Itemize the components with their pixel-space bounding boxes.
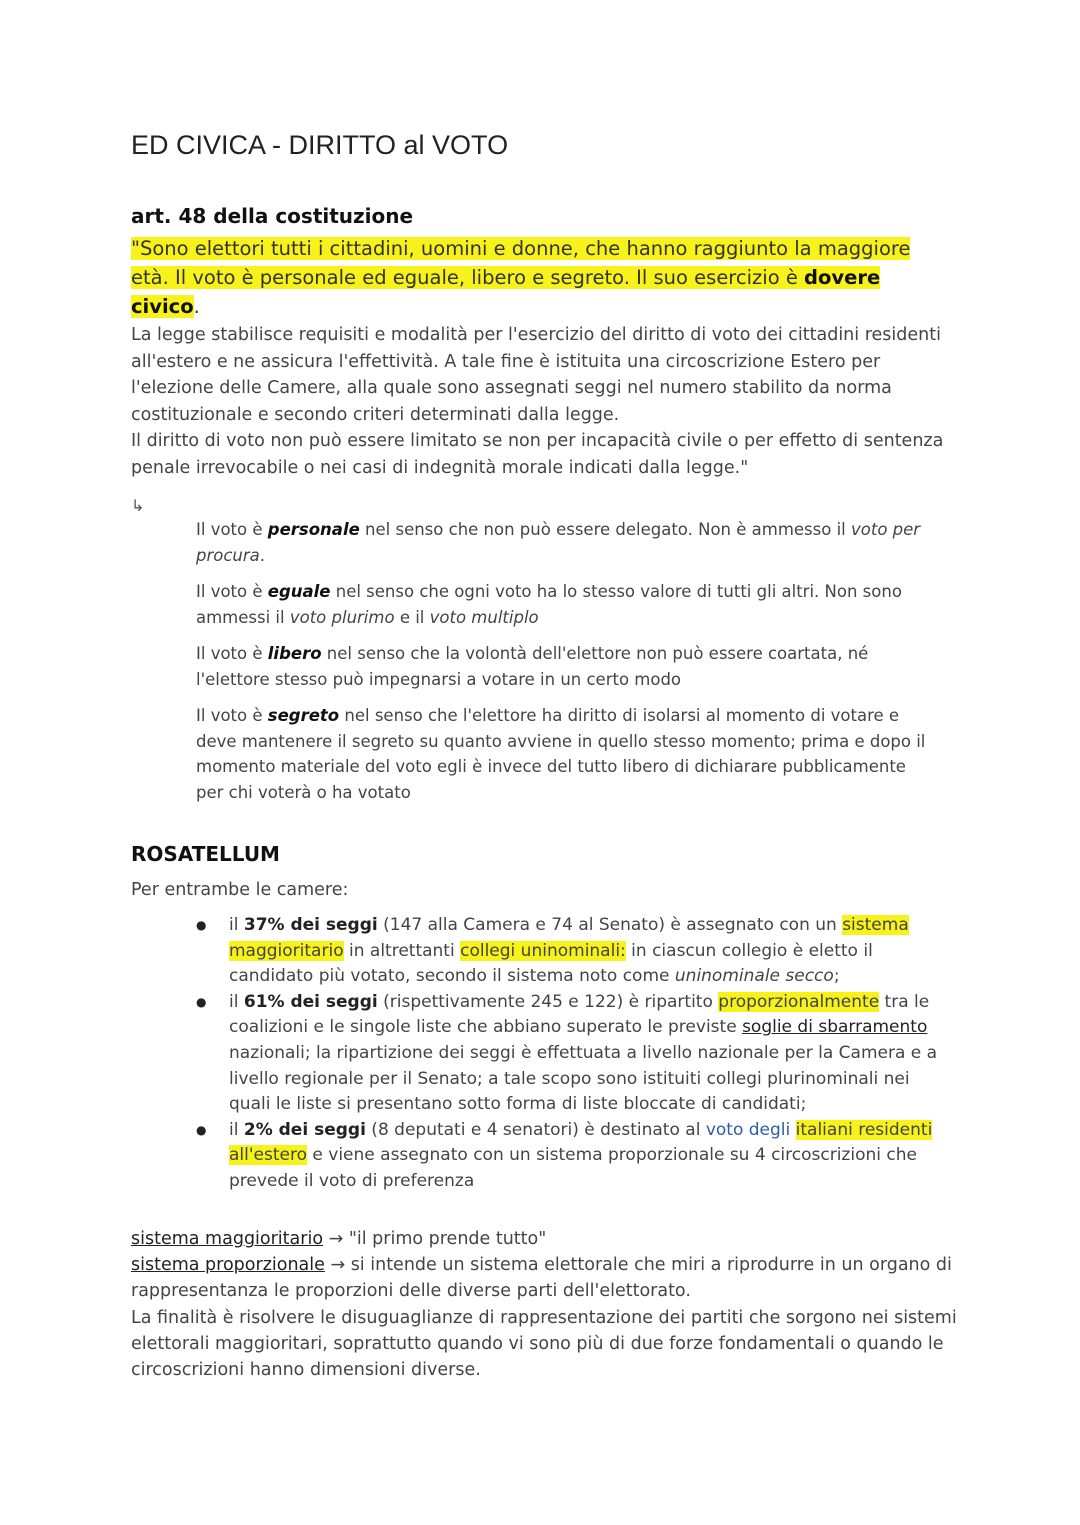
list-item: ● il 61% dei seggi (rispettivamente 245 e 122) è ripartito proporzionalmente tra le coalizioni e le singole liste che abbiano superato le previste soglie di sbarramento nazionali; la ripartizione dei seggi è effettuata a livello nazionale per la Camera e a livello regionale per il Senato; a tale scopo sono istituiti collegi plurinominali nei quali le liste si presentano sotto forma di liste bloccate di candidati; [196,990,951,1118]
art48-paragraph-2: Il diritto di voto non può essere limitato se non per incapacità civile o per effetto di sentenza penale irrevocabile o nei casi di indegnità morale indicati dalla legge." [131,431,944,478]
art48-quote [131,234,931,321]
definition-maggioritario: sistema maggioritario → "il primo prende tutto" [131,1229,547,1249]
definition-proporzionale: sistema proporzionale → si intende un sistema elettorale che miri a riprodurre in un organo di rappresentanza le proporzioni delle diverse parti dell'elettorato. [131,1255,952,1302]
art48-paragraph: La legge stabilisce requisiti e modalità per l'esercizio del diritto di voto dei cittadini residenti all'estero e ne assicura l'effettività. A tale fine è istituita una circoscrizione Estero per l'elezione delle Camere, alla quale sono assegnati seggi nel numero stabilito da norma costituzionale e secondo criteri determinati dalla legge. [131,325,941,425]
vote-properties [196,517,936,816]
property-eguale: Il voto è eguale nel senso che ogni voto ha lo stesso valore di tutti gli altri. Non sono ammessi il voto plurimo e il voto multiplo [196,582,902,627]
property-segreto: Il voto è segreto nel senso che l'elettore ha diritto di isolarsi al momento di votare e deve mantenere il segreto su quanto avviene in quello stesso momento; prima e dopo il momento materiale del voto egli è invece del tutto libero di dichiarare pubblicamente per chi voterà o ha votato [196,706,926,802]
rosatellum-list [196,913,951,1195]
quote-period: . [193,295,200,318]
quote-bold: dovere civico [131,266,881,318]
list-item: ● il 2% dei seggi (8 deputati e 4 senatori) è destinato al voto degli italiani residenti all'estero e viene assegnato con un sistema proporzionale su 4 circoscrizioni che prevede il voto di preferenza [196,1118,951,1195]
quote-highlight: "Sono elettori tutti i cittadini, uomini e donne, che hanno raggiunto la maggiore età. Il voto è personale ed eguale, libero e segreto. Il suo esercizio è [131,237,911,289]
definitions [131,1226,961,1383]
page-title: ED CIVICA - DIRITTO al VOTO [131,130,509,160]
property-libero: Il voto è libero nel senso che la volontà dell'elettore non può essere coartata, né l'elettore stesso può impegnarsi a votare in un certo modo [196,644,869,689]
definition-purpose: La finalità è risolvere le disuguaglianze di rappresentazione dei partiti che sorgono nei sistemi elettorali maggioritari, soprattutto quando vi sono più di due forze fondamentali o quando le circoscrizioni hanno dimensioni diverse. [131,1307,957,1381]
art48-heading: art. 48 della costituzione [131,204,414,228]
rosatellum-heading: ROSATELLUM [131,842,280,866]
list-item: ● il 37% dei seggi (147 alla Camera e 74 al Senato) è assegnato con un sistema maggioritario in altrettanti collegi uninominali: in ciascun collegio è eletto il candidato più votato, secondo il sistema noto come uninominale secco; [196,913,951,990]
rosatellum-intro: Per entrambe le camere: [131,880,349,900]
arrow-icon: ↳ [131,496,145,515]
property-personale: Il voto è personale nel senso che non può essere delegato. Non è ammesso il voto per procura. [196,520,921,565]
